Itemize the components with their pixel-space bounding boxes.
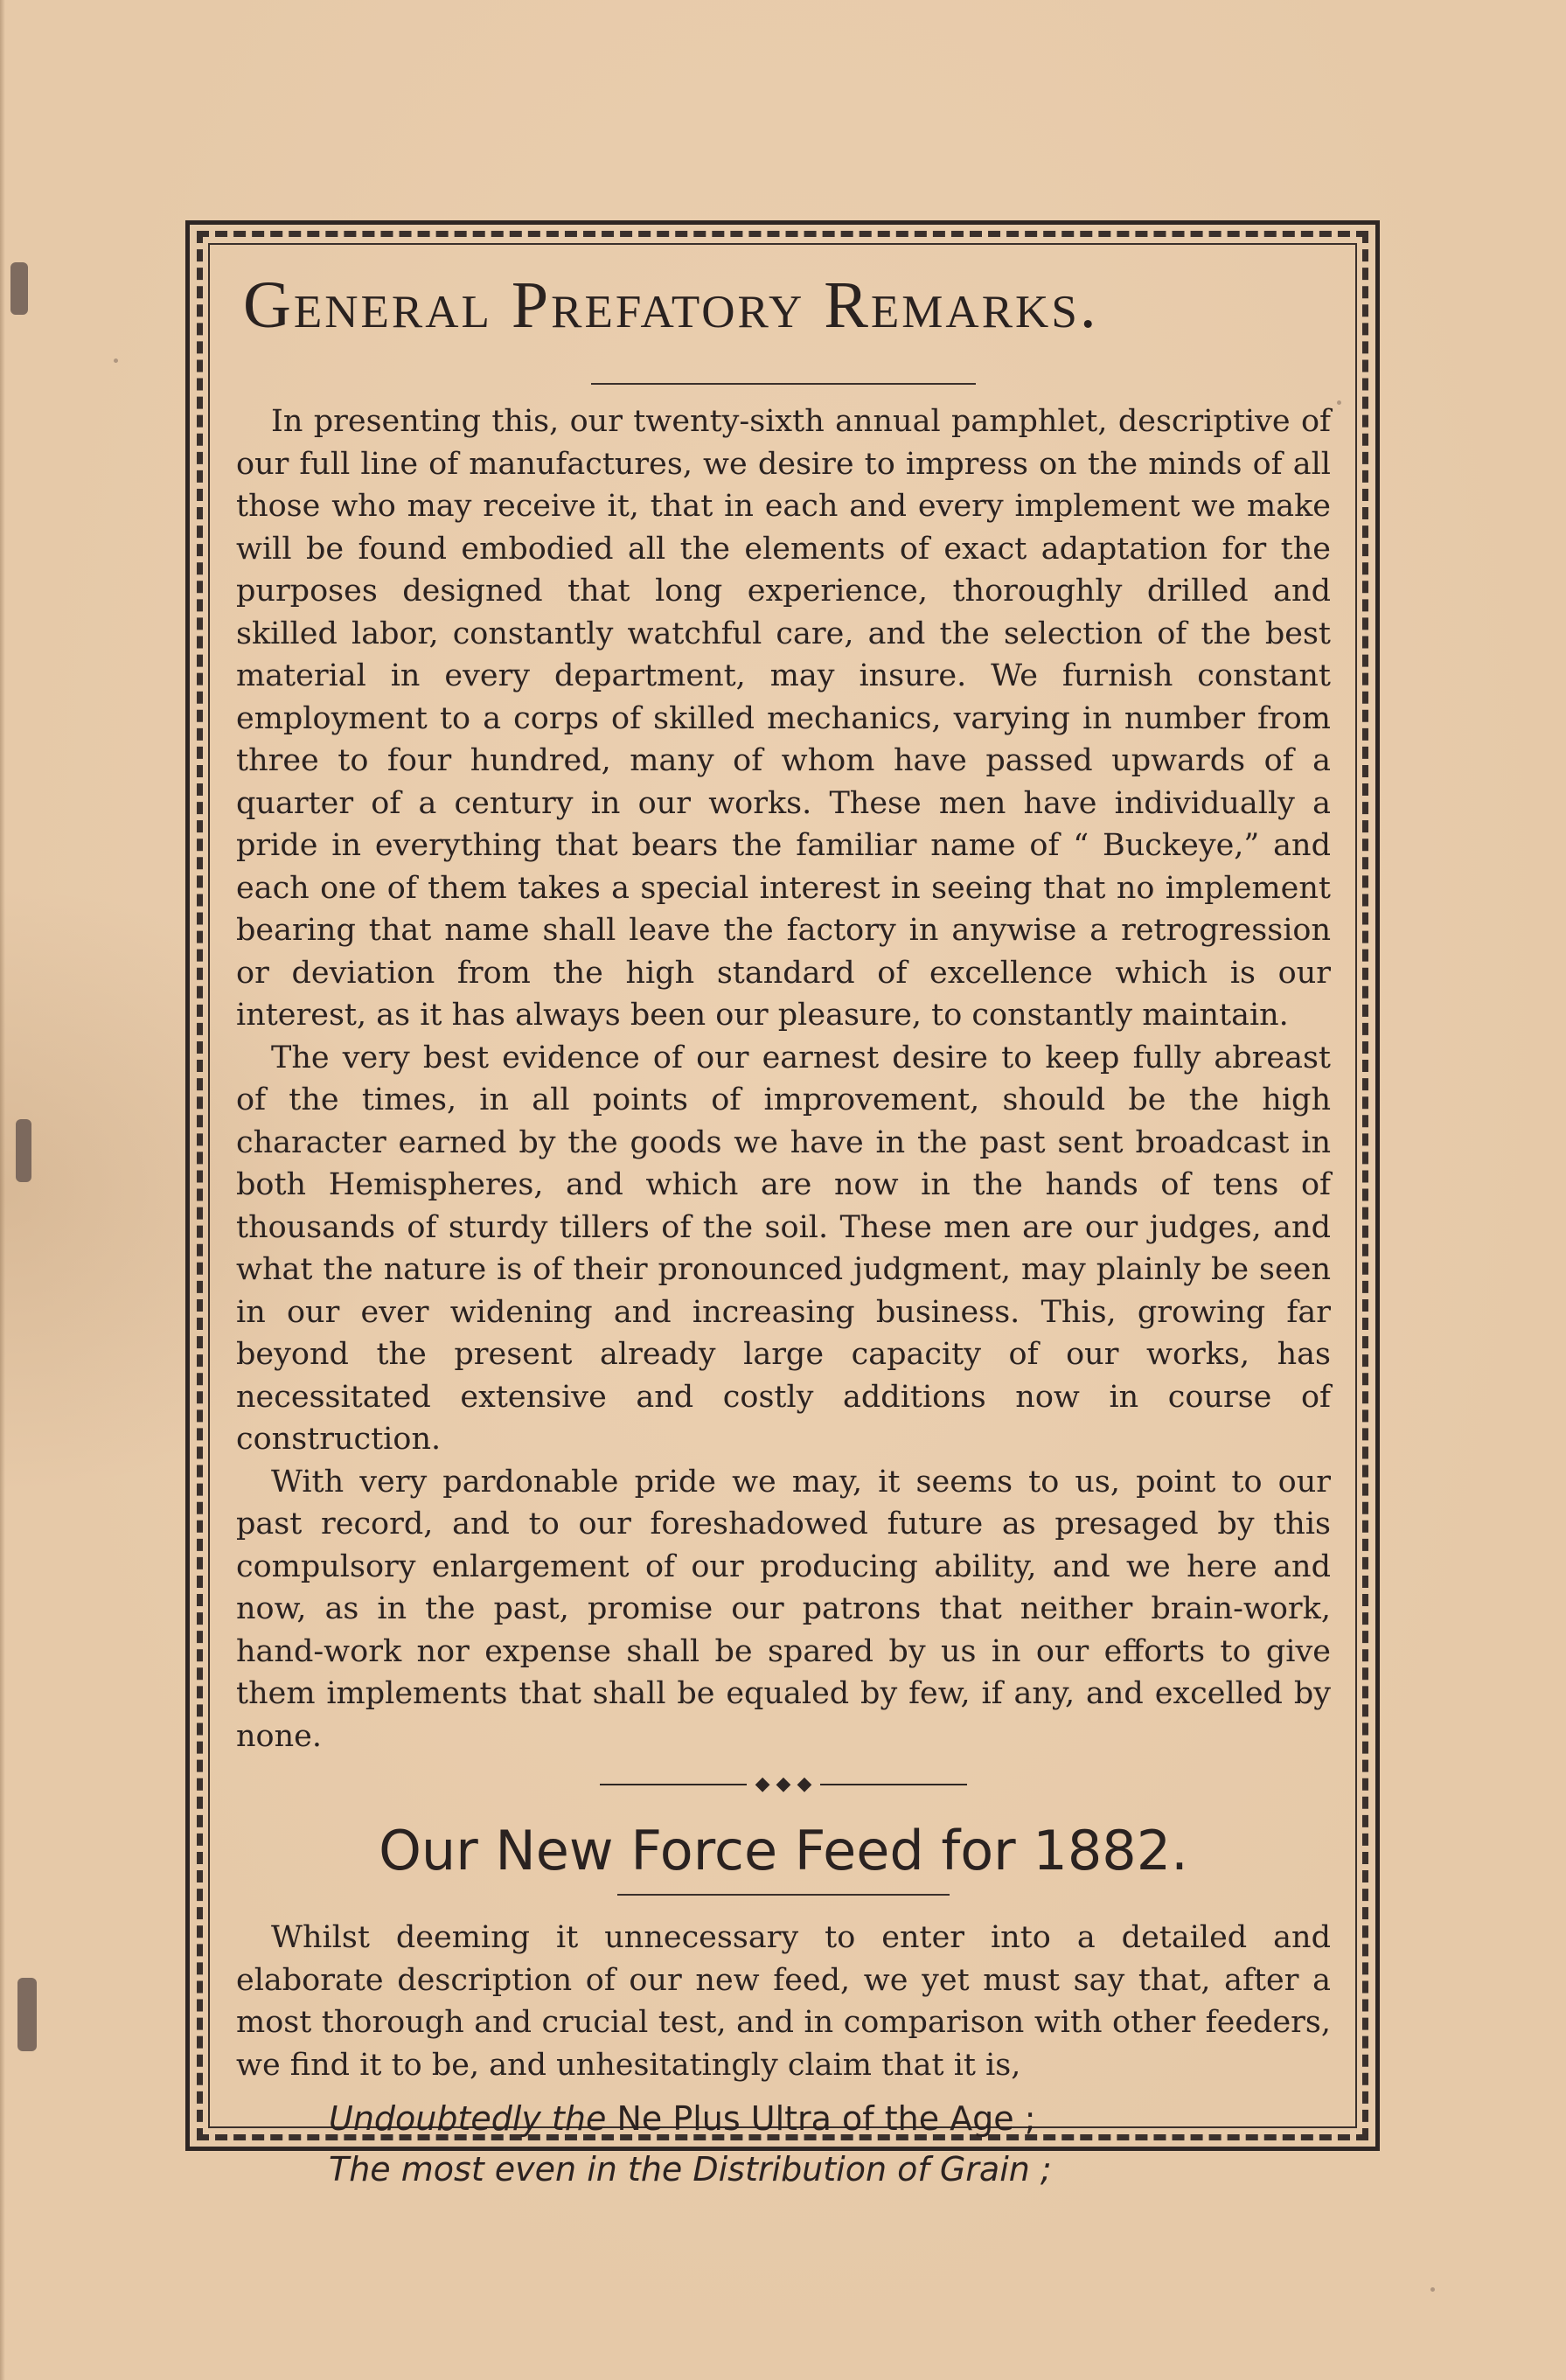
claim-line-1-italic: Undoubtedly the: [329, 2099, 607, 2139]
paper-speck: [1430, 2287, 1435, 2292]
ornament-line-left: [600, 1784, 747, 1785]
paragraph-evidence: The very best evidence of our earnest desire to keep fully abreast of the times, in all points of improvement, should be the high character earned by the goods we have in the past sent broadcast in both Hemispheres, and which are now in the hands of tens of thousands of sturdy tillers of the soil. These men are our judges, and what the nature is of their pronounced judgment, may plainly be seen in our ever widening and increasing business. This, growing far beyond the present already large capacity of our works, has necessitated extensive and costly additions now in course of construction.: [236, 1040, 1331, 1457]
ornament-diamond-icon: ◆ ◆ ◆: [755, 1773, 812, 1795]
claim-line-1-plain: Ne Plus Ultra of the Age ;: [616, 2099, 1036, 2139]
paragraph-pride: With very pardonable pride we may, it seems to us, point to our past record, and to our foreshadowed future as presaged by this compulsory enlargement of our producing ability, and we here and now, as in the past, promise our patrons that neither brain-work, hand-work nor expense shall be spared by us in our efforts to give them implements that shall be equaled by few, if any, and excelled by none.: [236, 1464, 1331, 1754]
binding-mark-top: [10, 262, 28, 315]
subtitle-rule: [617, 1894, 950, 1896]
page-content: [236, 262, 1331, 2195]
paragraph-force-feed: Whilst deeming it unnecessary to enter into a detailed and elaborate description of our new feed, we yet must say that, after a most thorough and crucial test, and in comparison with other feeders, we find it to be, and unhesitatingly claim that it is,: [236, 1920, 1331, 2083]
claim-line-2-italic: The most even in the Distribution of Grain ;: [329, 2150, 1052, 2189]
title-rule: [591, 383, 976, 385]
claim-line-2: [236, 2144, 1331, 2195]
section-ornament: [600, 1775, 967, 1794]
binding-mark-bottom: [17, 1978, 37, 2051]
claims-list: [236, 2093, 1331, 2195]
paper-speck: [114, 358, 118, 363]
page-title: General Prefatory Remarks.: [243, 268, 1099, 342]
ornament-line-right: [820, 1784, 967, 1785]
page-spine-shadow: [0, 0, 5, 2380]
claim-line-1: [236, 2093, 1331, 2144]
binding-mark-middle: [16, 1119, 31, 1182]
paragraph-intro: In presenting this, our twenty-sixth annual pamphlet, descriptive of our full line of manufactures, we desire to impress on the minds of all those who may receive it, that in each and every implement we make will be found embodied all the elements of exact adaptation for the purposes designed that long experience, thoroughly drilled and skilled labor, constantly watchful care, and the selection of the best material in every department, may insure. We furnish constant employment to a corps of skilled mechanics, varying in number from three to four hundred, many of whom have passed upwards of a quarter of a century in our works. These men have individually a pride in everything that bears the familiar name of “ Buckeye,” and each one of them takes a special interest in seeing that no implement bearing that name shall leave the factory in anywise a retrogression or deviation from the high standard of excellence which is our interest, as it has always been our pleasure, to constantly maintain.: [236, 404, 1331, 1033]
section-title-force-feed: Our New Force Feed for 1882.: [379, 1819, 1188, 1882]
